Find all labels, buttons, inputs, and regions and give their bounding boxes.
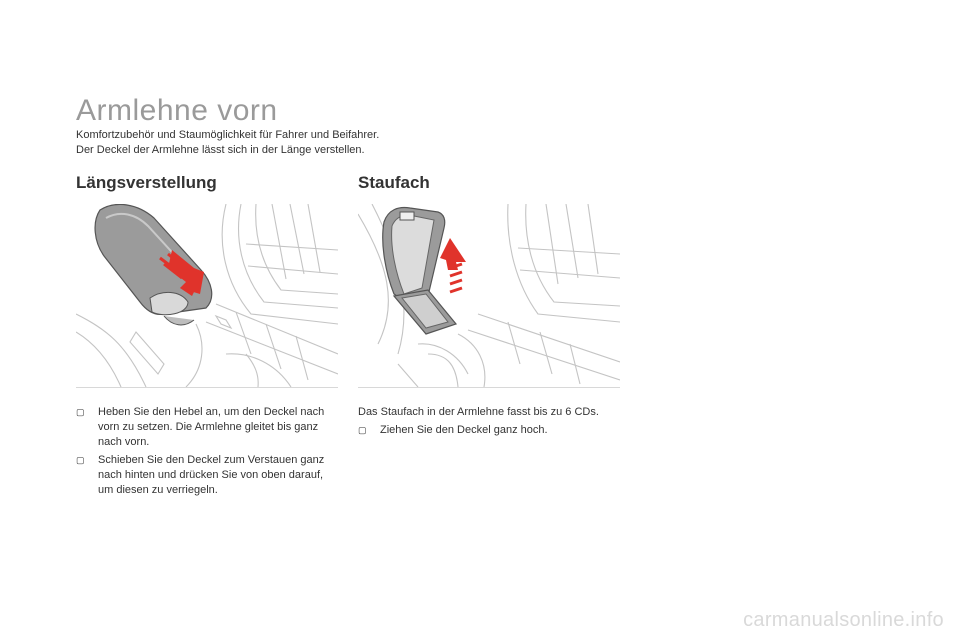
page-title: Armlehne vorn: [76, 94, 278, 127]
instruction-item: [76, 405, 338, 450]
instruction-text: Heben Sie den Hebel an, um den Deckel nach vorn zu setzen. Die Armlehne gleitet bis ganz nach vorn.: [98, 406, 325, 448]
section-heading-staufach: Staufach: [358, 173, 430, 192]
intro-line-2: Der Deckel der Armlehne lässt sich in der Länge verstellen.: [76, 144, 365, 156]
instruction-item: [358, 423, 620, 438]
watermark: carmanualsonline.info: [743, 609, 944, 631]
laengsverstellung-instructions: [76, 405, 338, 501]
storage-compartment-illustration: [358, 204, 620, 388]
intro-text: [76, 128, 379, 158]
staufach-intro: Das Staufach in der Armlehne fasst bis zu 6 CDs.: [358, 406, 599, 418]
section-heading-laengsverstellung: Längsverstellung: [76, 173, 217, 192]
checkbox-icon: ▢: [76, 407, 85, 417]
instruction-text: Ziehen Sie den Deckel ganz hoch.: [380, 424, 548, 436]
lift-lid-arrow-icon: [440, 238, 466, 292]
instruction-item: [76, 453, 338, 498]
checkbox-icon: ▢: [76, 455, 85, 465]
checkbox-icon: ▢: [358, 425, 367, 435]
armrest-slide-illustration: [76, 204, 338, 388]
staufach-instructions: [358, 405, 620, 441]
instruction-text: Schieben Sie den Deckel zum Verstauen ganz nach hinten und drücken Sie von oben darauf, um diesen zu verriegeln.: [98, 454, 325, 496]
intro-line-1: Komfortzubehör und Staumöglichkeit für Fahrer und Beifahrer.: [76, 129, 380, 141]
